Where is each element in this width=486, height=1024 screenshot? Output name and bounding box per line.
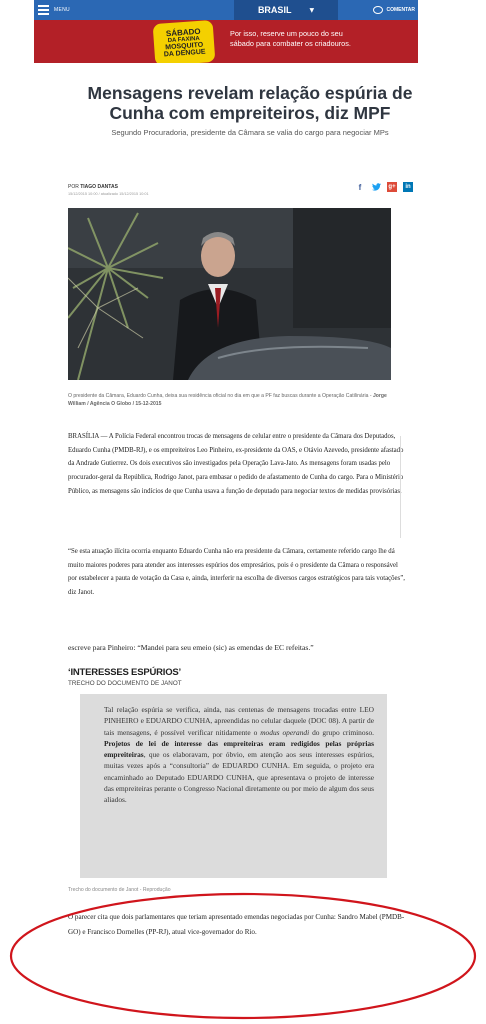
comment-button[interactable] [373,0,415,20]
campaign-badge [153,20,216,63]
badge-line: DA FAXINA [167,35,201,45]
article-photo[interactable] [68,208,391,380]
document-subtitle: TRECHO DO DOCUMENTO DE JANOT [68,680,182,687]
hamburger-icon [38,5,49,15]
document-title: ‘INTERESSES ESPÚRIOS’ [68,667,181,678]
photo-caption-text: O presidente da Câmara, Eduardo Cunha, deixa sua residência oficial no dia em que a PF faz buscas durante a Operação Catilinária [68,393,369,399]
divider [400,436,404,538]
photo-illustration [68,208,391,380]
document-caption: Trecho do documento de Janot - Reprodução [68,887,171,893]
banner-text [230,29,351,49]
linkedin-icon[interactable]: in [403,182,413,192]
comment-label: COMENTAR [386,7,415,13]
badge-line: DA DENGUE [163,48,206,59]
banner-text-line: sábado para combater os criadouros. [230,38,351,48]
banner-text-line: Por isso, reserve um pouco do seu [230,29,343,38]
article-paragraph: BRASÍLIA — A Polícia Federal encontrou trocas de mensagens de celular entre o presidente da Câmara dos Deputados, Eduardo Cunha (PMDB-RJ), e os empreiteiros Leo Pinheiro, ex-presidente da OAS, e Otávio Azevedo, presidente afastado da Andrade Gutierrez. Os dois executivos são investigados pela Operação Lava-Jato. As mensagens foram usadas pelo procurador-geral da República, Rodrigo Janot, para embasar o pedido de afastamento de Cunha do cargo. Para o Ministério Público, as mensagens são indícios de que Cunha usava a função de deputado para negociar textos de medidas provisórias. [68,433,404,495]
dengue-campaign-banner[interactable] [34,20,418,63]
article-paragraph: escreve para Pinheiro: “Mandei para seu emeio (sic) as emendas de EC refeitas.” [68,643,314,652]
byline-prefix: POR [68,184,79,190]
doc-text-segment: do grupo criminoso. [309,727,374,737]
doc-text-bold: Projetos de lei de interesse das empreiteiras eram redigidos pelas próprias empreiteiras [104,738,374,759]
doc-text-segment: Tal relação espúria se verifica, ainda, nas centenas de mensagens trocadas entre LEO PINHEIRO e EDUARDO CUNHA, apreendidas no celular daquele (DOC 08). A partir de tais mensagens, é possível verificar nitidamente o [104,705,374,737]
doc-text-segment: , que os elaboravam, por óbvio, em atenção aos seus interesses espúrios, muitas vezes após a “consultoria” de EDUARDO CUNHA. Em seguida, o projeto era encaminhado ao Deputado EDUARDO CUNHA, que apresentava o projeto de interesse das empreiteiras perante o Congresso Nacional diretamente ou por meio de algum dos seus aliados. [104,750,374,804]
top-navigation-bar [34,0,418,20]
author-name[interactable]: TIAGO DANTAS [80,184,118,190]
photo-caption: O presidente da Câmara, Eduardo Cunha, deixa sua residência oficial no dia em que a PF faz buscas durante a Operação Catilinária - Jorge William / Agência O Globo / 15-12-2015 [68,393,387,407]
facebook-icon[interactable]: f [358,182,362,192]
annotation-ellipse [0,888,486,1024]
article-headline: Mensagens revelam relação espúria de Cunha com empreiteiros, diz MPF [87,83,413,123]
article-quote-paragraph: “Se esta atuação ilícita ocorria enquanto Eduardo Cunha não era presidente da Câmara, certamente referido cargo lhe dá muito maiores poderes para atender aos interesses espúrios dos empresários, pois é o presidente da Câmara o responsável por estabelecer a pauta de votação da Casa e, ainda, interferir na escolha de diversos cargos estratégicos para tais votações”, diz Janot. [68,548,405,597]
article-subheadline: Segundo Procuradoria, presidente da Câmara se valia do cargo para negociar MPs [111,128,389,137]
doc-text-italic: modus operandi [260,727,310,737]
speech-bubble-icon [373,6,383,14]
twitter-icon[interactable] [371,182,381,192]
photo-credit: Jorge William / Agência O Globo / 15-12-2015 [68,393,387,407]
menu-button[interactable] [34,5,70,15]
share-bar [355,182,413,192]
menu-label: MENU [54,7,70,13]
google-plus-icon[interactable]: g+ [388,184,396,190]
document-excerpt-text [104,704,374,805]
badge-line: MOSQUITO [165,41,204,52]
section-label: BRASIL [257,5,292,15]
badge-line: SÁBADO [165,26,201,39]
byline [68,184,118,190]
publish-dates: 15/12/2015 10:00 / atualizado 15/12/2015 10:01 [68,192,149,196]
chevron-down-icon: ▼ [309,6,315,14]
section-selector[interactable] [234,0,338,20]
article-paragraph: O parecer cita que dois parlamentares que teriam apresentado emendas negociadas por Cunha: Sandro Mabel (PMDB-GO) e Francisco Dornelles (PP-RJ), atual vice-governador do Rio. [68,913,405,936]
